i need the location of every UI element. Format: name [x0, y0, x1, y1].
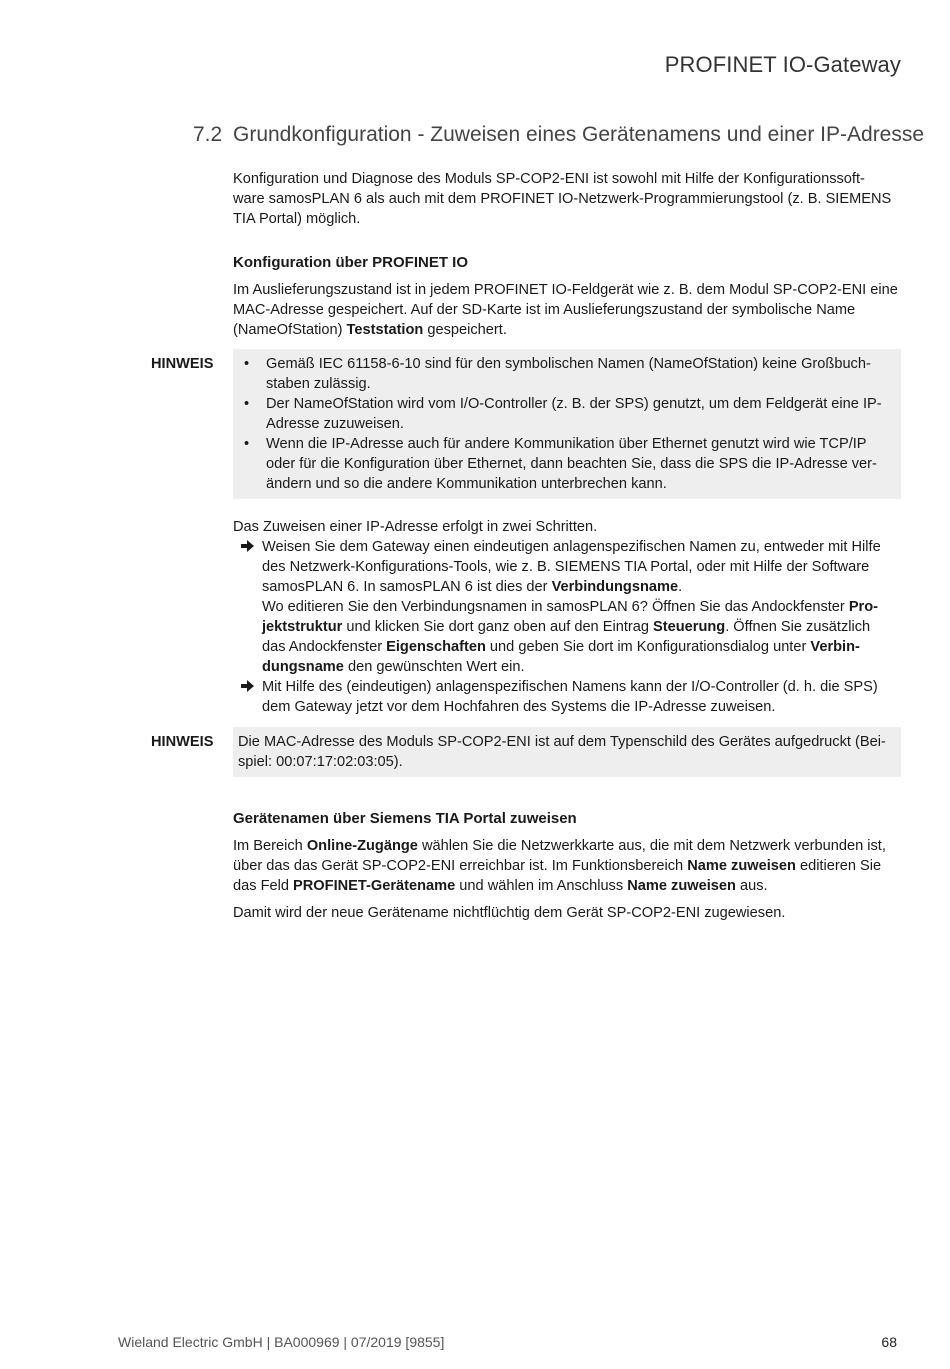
- intro-line: Konfiguration und Diagnose des Moduls SP-COP2-ENI ist sowohl mit Hilfe der Konfigurationssoft-: [233, 171, 865, 187]
- steps-intro: Das Zuweisen einer IP-Adresse erfolgt in zwei Schritten.: [233, 519, 598, 535]
- intro-paragraph: [233, 169, 903, 229]
- profinet-line: Im Auslieferungszustand ist in jedem PROFINET IO-Feldgerät wie z. B. dem Modul SP-COP2-ENI eine: [233, 282, 898, 298]
- arrow-right-icon: [241, 540, 254, 555]
- teststation-term: Teststation: [346, 322, 424, 338]
- note-bullet-item: • Gemäß IEC 61158-6-10 sind für den symbolischen Namen (NameOfStation) keine Großbuch- staben zulässig.: [233, 354, 901, 394]
- profinet-line: (NameOfStation) Teststation gespeichert.: [233, 322, 507, 338]
- steps-section: [233, 517, 903, 717]
- footer-text: Wieland Electric GmbH | BA000969 | 07/2019 [9855]: [118, 1334, 445, 1350]
- arrow-right-icon: [241, 680, 254, 695]
- tia-heading: Gerätenamen über Siemens TIA Portal zuweisen: [233, 810, 577, 827]
- intro-line: TIA Portal) möglich.: [233, 211, 361, 227]
- intro-line: ware samosPLAN 6 als auch mit dem PROFINET IO-Netzwerk-Programmierungstool (z. B. SIEMENS: [233, 191, 892, 207]
- tia-final: Damit wird der neue Gerätename nichtflüchtig dem Gerät SP-COP2-ENI zugewiesen.: [233, 905, 786, 921]
- step-item: Mit Hilfe des (eindeutigen) anlagenspezifischen Namens kann der I/O-Controller (d. h. die SPS) dem Gateway jetzt vor dem Hochfahren des Systems die IP-Adresse zuweisen.: [233, 677, 903, 717]
- note-box: Die MAC-Adresse des Moduls SP-COP2-ENI ist auf dem Typenschild des Gerätes aufgedruckt (Bei- spiel: 00:07:17:02:03:05).: [233, 727, 901, 777]
- note-box: [233, 349, 901, 499]
- tia-paragraph: Im Bereich Online-Zugänge wählen Sie die Netzwerkkarte aus, die mit dem Netzwerk verbunden ist, über das das Gerät SP-COP2-ENI erreichbar ist. Im Funktionsbereich Name zuweisen editieren Sie das Feld PROFINET-Gerätename und wählen im Anschluss Name zuweisen aus. Damit wird der neue Gerätename nichtflüchtig dem Gerät SP-COP2-ENI zugewiesen.: [233, 836, 903, 923]
- running-header: PROFINET IO-Gateway: [664, 52, 901, 77]
- step-item: Weisen Sie dem Gateway einen eindeutigen anlagenspezifischen Namen zu, entweder mit Hilfe des Netzwerk-Konfigurations-Tools, wie z. B. SIEMENS TIA Portal, oder mit Hilfe der Software samosPLAN 6. In samosPLAN 6 ist dies der Verbindungsname. Wo editieren Sie den Verbindungsnamen in samosPLAN 6? Öffnen Sie das Andockfenster Pro- jektstruktur und klicken Sie dort ganz oben auf den Eintrag Steuerung. Öffnen Sie zusätzlich das Andockfenster Eigenschaften und geben Sie dort im Konfigurationsdialog unter Verbin- dungsname den gewünschten Wert ein.: [233, 537, 903, 677]
- section-title: Grundkonfiguration - Zuweisen eines Gerätenamens und einer IP-Adresse: [233, 123, 925, 146]
- profinet-paragraph: [233, 280, 903, 340]
- note-label: HINWEIS: [151, 356, 214, 372]
- note-bullet-item: • Wenn die IP-Adresse auch für andere Kommunikation über Ethernet genutzt wird wie TCP/IP oder für die Konfiguration über Ethernet, dann beachten Sie, dass die SPS die IP-Adresse ver- ändern und so die andere Kommunikation unterbrechen kann.: [233, 434, 901, 494]
- section-number: 7.2: [193, 123, 223, 146]
- note-bullet-item: • Der NameOfStation wird vom I/O-Controller (z. B. der SPS) genutzt, um dem Feldgerät eine IP- Adresse zuzuweisen.: [233, 394, 901, 434]
- section-heading: [193, 123, 924, 147]
- page-number: 68: [881, 1334, 897, 1350]
- profinet-line: MAC-Adresse gespeichert. Auf der SD-Karte ist im Auslieferungszustand der symbolische Name: [233, 302, 856, 318]
- note-label: HINWEIS: [151, 734, 214, 750]
- profinet-heading: Konfiguration über PROFINET IO: [233, 254, 468, 271]
